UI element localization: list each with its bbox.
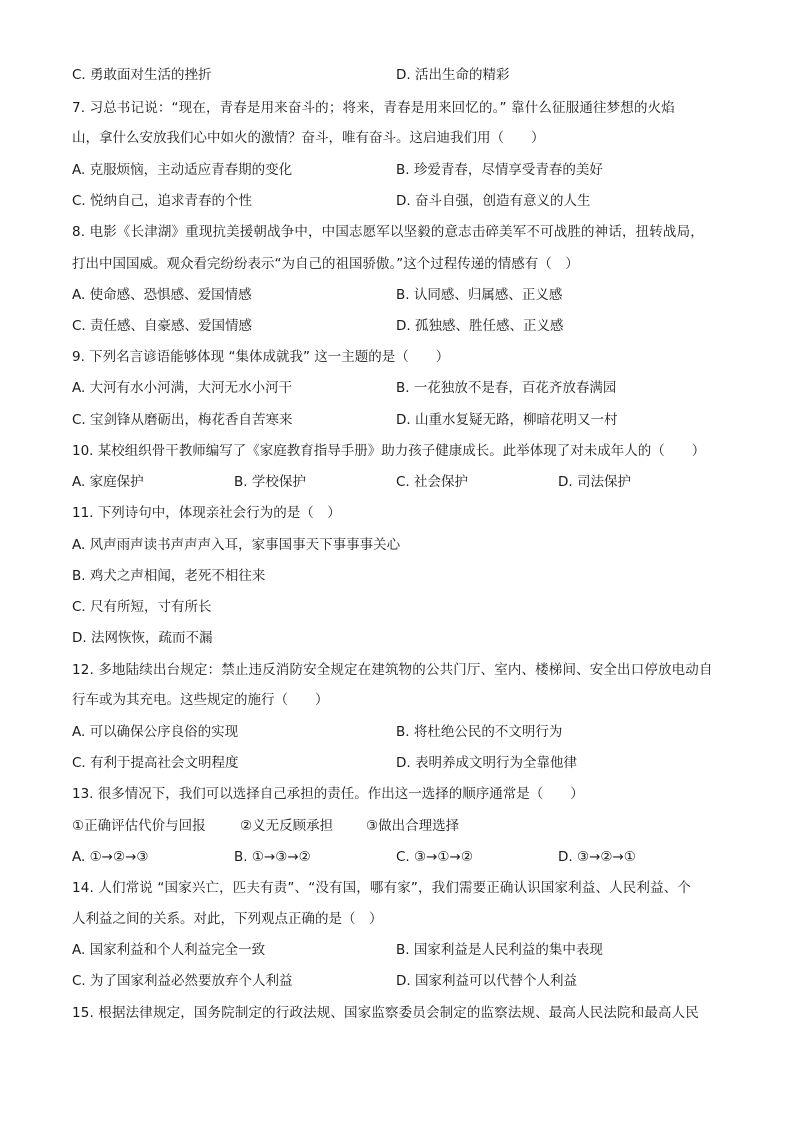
q7-options-row-2 [72,190,722,212]
q12-stem-line-2: 行车或为其充电。这些规定的施行（ ） [72,692,329,708]
q11-option-b[interactable]: B. 鸡犬之声相闻，老死不相往来 [72,568,266,584]
q9-option-d[interactable]: D. 山重水复疑无路，柳暗花明又一村 [396,412,618,428]
q13-stem: 13. 很多情况下，我们可以选择自己承担的责任。作出这一选择的顺序通常是（ ） [72,786,584,802]
q13-item-2: ②义无反顾承担 [240,818,334,834]
q14-option-d[interactable]: D. 国家利益可以代替个人利益 [396,973,577,989]
q7-option-a[interactable]: A. 克服烦恼，主动适应青春期的变化 [72,162,293,178]
q8-stem-line-2: 打出中国国威。观众看完纷纷表示“为自己的祖国骄傲。”这个过程传递的情感有（ ） [72,256,579,272]
q12-option-a[interactable]: A. 可以确保公序良俗的实现 [72,724,239,740]
q8-options-row-1 [72,284,722,306]
q14-options-row-2 [72,970,722,992]
q14-option-c[interactable]: C. 为了国家利益必然要放弃个人利益 [72,973,293,989]
q13-option-b[interactable]: B. ①→③→② [234,849,311,865]
q12-options-row-2 [72,752,722,774]
q11-option-d[interactable]: D. 法网恢恢，疏而不漏 [72,630,213,646]
q10-stem: 10. 某校组织骨干教师编写了《家庭教育指导手册》助力孩子健康成长。此举体现了对未成年人的（ ） [72,443,706,459]
q11-option-a[interactable]: A. 风声雨声读书声声声入耳，家事国事天下事事事关心 [72,537,401,553]
q13-option-c[interactable]: C. ③→①→② [396,849,473,865]
q7-stem-line-2: 山，拿什么安放我们心中如火的激情？奋斗，唯有奋斗。这启迪我们用（ ） [72,130,545,146]
q14-options-row-1 [72,939,722,961]
q13-option-a[interactable]: A. ①→②→③ [72,849,149,865]
q13-item-3: ③做出合理选择 [366,818,460,834]
q6-option-c[interactable]: C. 勇敢面对生活的挫折 [72,67,212,83]
q14-option-b[interactable]: B. 国家利益是人民利益的集中表现 [396,942,603,958]
q10-option-c[interactable]: C. 社会保护 [396,474,469,490]
q15-stem-line-1: 15. 根据法律规定，国务院制定的行政法规、国家监察委员会制定的监察法规、最高人民法院和最高人民 [72,1005,699,1021]
q14-stem-line-2: 人利益之间的关系。对此，下列观点正确的是（ ） [72,911,383,927]
q9-options-row-2 [72,409,722,431]
q9-option-a[interactable]: A. 大河有水小河满，大河无水小河干 [72,380,293,396]
q7-options-row-1 [72,159,722,181]
q12-stem-line-1: 12. 多地陆续出台规定：禁止违反消防安全规定在建筑物的公共门厅、室内、楼梯间、安全出口停放电动自 [72,662,713,678]
q13-option-d[interactable]: D. ③→②→① [558,849,636,865]
q10-option-a[interactable]: A. 家庭保护 [72,474,144,490]
q11-option-c[interactable]: C. 尺有所短，寸有所长 [72,599,212,615]
q12-option-d[interactable]: D. 表明养成文明行为全靠他律 [396,755,577,771]
q8-option-d[interactable]: D. 孤独感、胜任感、正义感 [396,318,564,334]
q8-option-b[interactable]: B. 认同感、归属感、正义感 [396,287,563,303]
q12-option-b[interactable]: B. 将杜绝公民的不文明行为 [396,724,563,740]
q7-option-c[interactable]: C. 悦纳自己，追求青春的个性 [72,193,253,209]
q9-stem: 9. 下列名言谚语能够体现 “集体成就我” 这一主题的是（ ） [72,349,450,365]
q12-option-c[interactable]: C. 有利于提高社会文明程度 [72,755,239,771]
q7-option-b[interactable]: B. 珍爱青春，尽情享受青春的美好 [396,162,603,178]
q10-options-row [72,471,722,493]
q8-option-a[interactable]: A. 使命感、恐惧感、爱国情感 [72,287,252,303]
q8-options-row-2 [72,315,722,337]
q7-stem-line-1: 7. 习总书记说：“现在，青春是用来奋斗的；将来，青春是用来回忆的。” 靠什么征服通往梦想的火焰 [72,100,675,116]
q6-option-d[interactable]: D. 活出生命的精彩 [396,67,510,83]
q8-stem-line-1: 8. 电影《长津湖》重现抗美援朝战争中，中国志愿军以坚毅的意志击碎美军不可战胜的神话，扭转战局， [72,224,704,240]
q12-options-row-1 [72,721,722,743]
q7-option-d[interactable]: D. 奋斗自强，创造有意义的人生 [396,193,591,209]
q11-stem: 11. 下列诗句中，体现亲社会行为的是（ ） [72,505,341,521]
q10-option-b[interactable]: B. 学校保护 [234,474,306,490]
q14-stem-line-1: 14. 人们常说 “国家兴亡，匹夫有责”、“没有国，哪有家”，我们需要正确认识国家利益、人民利益、个 [72,880,692,896]
q13-item-1: ①正确评估代价与回报 [72,818,206,834]
q9-option-b[interactable]: B. 一花独放不是春，百花齐放春满园 [396,380,617,396]
q8-option-c[interactable]: C. 责任感、自豪感、爱国情感 [72,318,253,334]
q13-options-row [72,846,722,868]
q13-items-row [72,815,722,837]
q10-option-d[interactable]: D. 司法保护 [558,474,631,490]
q9-option-c[interactable]: C. 宝剑锋从磨砺出，梅花香自苦寒来 [72,412,293,428]
q6-options-row [72,64,722,86]
q9-options-row-1 [72,377,722,399]
q14-option-a[interactable]: A. 国家利益和个人利益完全一致 [72,942,266,958]
